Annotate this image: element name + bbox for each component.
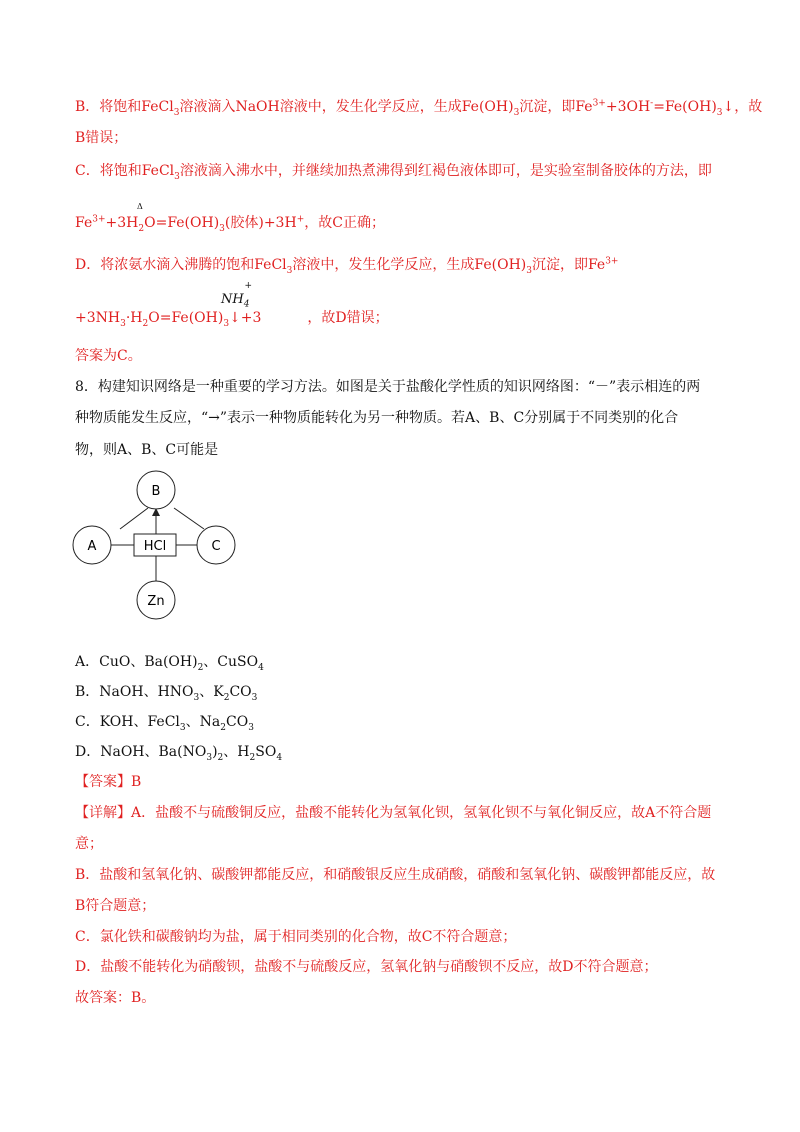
detail-a-line1: 【详解】A．盐酸不与硫酸铜反应，盐酸不能转化为氢氧化钡，氢氧化钡不与氧化铜反应，故A不符合题 bbox=[75, 805, 712, 821]
ammonium-ion: $NH_4^+$ bbox=[221, 280, 252, 310]
hcl-knowledge-network-diagram bbox=[70, 468, 250, 628]
detail-c: C．氯化铁和碳酸钠均为盐，属于相同类别的化合物，故C不符合题意； bbox=[75, 929, 517, 945]
explain-c-equation: $Fe^{3+}+3H_2O=Fe(OH)_3$(胶体)+3H+，故C正确； bbox=[75, 214, 385, 234]
node-b-label: B bbox=[151, 484, 161, 499]
option-d: D．NaOH、$Ba(NO_3)_2$、$H_2SO_4$ bbox=[75, 744, 283, 763]
explain-d-equation: $+3NH_3\cdot H_2O=Fe(OH)_3↓+3$ ，故D错误； bbox=[75, 310, 389, 329]
node-hcl-label: HCl bbox=[143, 539, 167, 554]
option-c: C．KOH、FeCl$_3$、$Na_2CO_3$ bbox=[75, 714, 254, 733]
question-line1: 8．构建知识网络是一种重要的学习方法。如图是关于盐酸化学性质的知识网络图：“－”表示相连的两 bbox=[75, 379, 701, 395]
detail-b-line2: B符合题意； bbox=[75, 898, 156, 914]
explain-b-line2: B错误； bbox=[75, 130, 128, 146]
explain-answer: 答案为C。 bbox=[75, 348, 142, 364]
explain-c-line1: C．将饱和FeCl$_3$溶液滴入沸水中，并继续加热煮沸得到红褐色液体即可，是实验室制备胶体的方法，即 bbox=[75, 163, 712, 182]
option-a: A．CuO、$Ba(OH)_2$、CuSO$_4$ bbox=[75, 654, 264, 673]
detail-a-line2: 意； bbox=[75, 836, 103, 852]
question-line3: 物，则A、B、C可能是 bbox=[75, 442, 219, 458]
node-zn-label: Zn bbox=[147, 594, 165, 609]
node-a-label: A bbox=[87, 539, 97, 554]
explain-b-line1: B．将饱和FeCl$_3$溶液滴入NaOH溶液中，发生化学反应，生成$Fe(OH)_3$沉淀，即$Fe^{3+}+3OH^-=Fe(OH)_3↓$，故 bbox=[75, 98, 763, 118]
final-answer: 故答案：B。 bbox=[75, 990, 156, 1006]
explain-d-line1: D．将浓氨水滴入沸腾的饱和FeCl$_3$溶液中，发生化学反应，生成$Fe(OH)_3$沉淀，即$Fe^{3+}$ bbox=[75, 256, 619, 276]
detail-b-line1: B．盐酸和氢氧化钠、碳酸钾都能反应，和硝酸银反应生成硝酸，硝酸和氢氧化钠、碳酸钾都能反应，故 bbox=[75, 867, 716, 883]
link-a-b bbox=[120, 508, 148, 529]
heat-delta-symbol: Δ bbox=[137, 202, 143, 211]
link-b-c bbox=[174, 508, 204, 529]
detail-d: D．盐酸不能转化为硝酸钡，盐酸不与硫酸反应，氢氧化钠与硝酸钡不反应，故D不符合题意； bbox=[75, 959, 658, 975]
node-c-label: C bbox=[211, 539, 221, 554]
question-line2: 种物质能发生反应，“→”表示一种物质能转化为另一种物质。若A、B、C分别属于不同类别的化合 bbox=[75, 410, 679, 426]
answer-label: 【答案】B bbox=[75, 774, 142, 790]
option-b: B．NaOH、$HNO_3$、$K_2CO_3$ bbox=[75, 684, 258, 703]
